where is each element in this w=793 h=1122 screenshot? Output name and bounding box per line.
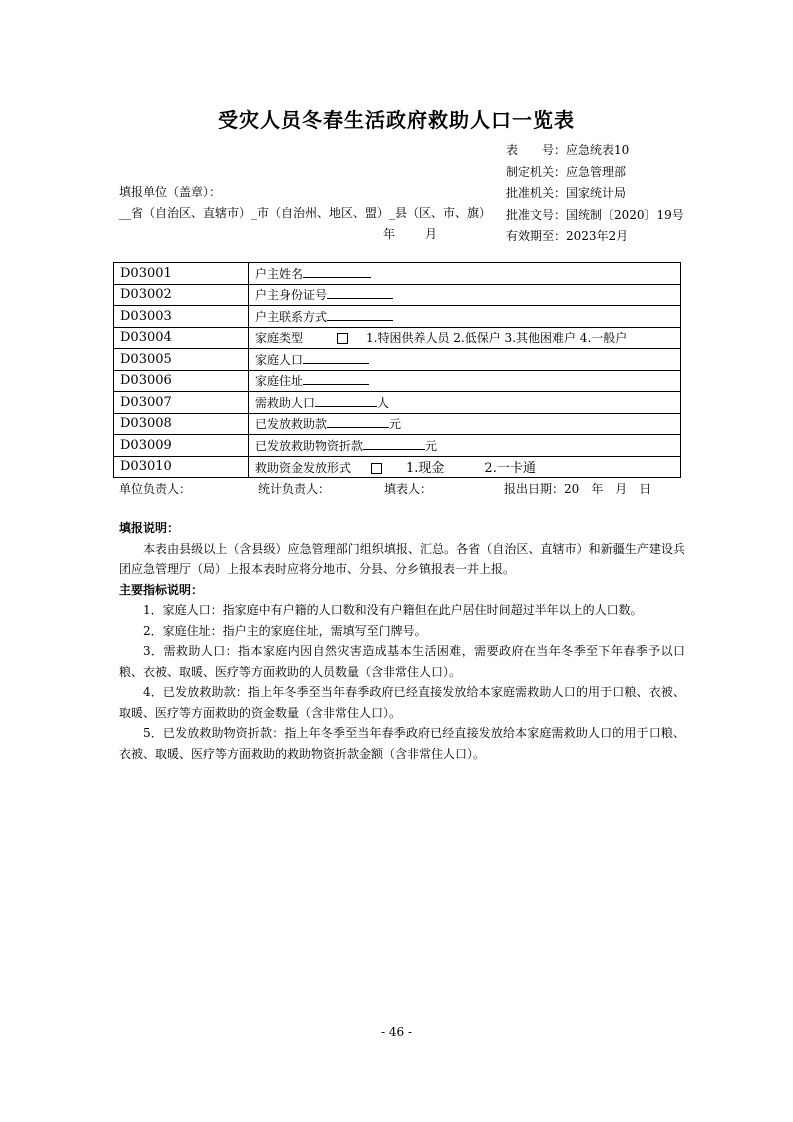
row-code: D03010 <box>114 456 249 478</box>
fill-instructions-heading: 填报说明： <box>119 521 180 535</box>
row-item <box>249 284 681 306</box>
fill-instructions-text: 本表由县级以上（含县级）应急管理部门组织填报、汇总。各省（自治区、直辖市）和新疆生产建设兵团应急管理厅（局）上报本表时应将分地市、分县、分乡镇报表一并上报。 <box>119 541 685 576</box>
row-suffix: 元 <box>425 438 438 453</box>
row-label: 已发放救助物资折款 <box>255 438 364 453</box>
meta-form-number: 表 号：应急统表10 <box>506 143 630 157</box>
row-label: 户主联系方式 <box>255 309 328 324</box>
indicator-item: 4．已发放救助款：指上年冬季至当年春季政府已经直接发放给本家庭需救助人口的用于口粮、衣被、取暖、医疗等方面救助的资金数量（含非常住人口）。 <box>119 685 685 720</box>
filler-label: 填表人： <box>384 482 433 496</box>
row-label: 户主姓名 <box>255 266 304 281</box>
meta-issuing-agency: 制定机关：应急管理部 <box>506 164 627 179</box>
meta-approval-number: 批准文号：国统制〔2020〕19号 <box>506 207 684 222</box>
row-suffix: 元 <box>389 417 402 432</box>
row-item <box>249 392 681 414</box>
region-line: __省（自治区、直辖市）_市（自治州、地区、盟）_县（区、市、旗） <box>119 206 492 220</box>
page-title: 受灾人员冬春生活政府救助人口一览表 <box>218 108 575 132</box>
row-label: 家庭人口 <box>255 352 304 367</box>
blank-underline <box>327 308 393 321</box>
blank-underline <box>303 265 371 278</box>
table-row <box>114 263 681 285</box>
blank-underline <box>327 415 389 428</box>
page-number: - 46 - <box>380 1025 412 1039</box>
indicator-heading: 主要指标说明： <box>119 582 204 597</box>
blank-underline <box>303 351 369 364</box>
row-label: 家庭类型 <box>255 331 304 346</box>
indicator-item: 3．需救助人口：指本家庭内因自然灾害造成基本生活困难，需要政府在当年冬季至下年春季予以口粮、衣被、取暖、医疗等方面救助的人员数量（含非常住人口）。 <box>119 644 685 679</box>
row-item <box>249 413 681 435</box>
blank-underline <box>327 286 393 299</box>
row-code: D03007 <box>114 392 249 414</box>
meta-valid-until: 有效期至：2023年2月 <box>506 229 629 243</box>
indicator-item: 2．家庭住址：指户主的家庭住址，需填写至门牌号。 <box>143 623 427 638</box>
row-item <box>249 456 681 478</box>
row-item <box>249 370 681 392</box>
table-row <box>114 370 681 392</box>
table-row <box>114 349 681 371</box>
row-item <box>249 435 681 457</box>
month-label: 月 <box>425 227 438 241</box>
row-label: 已发放救助款 <box>255 417 328 432</box>
row-code: D03003 <box>114 306 249 328</box>
row-code: D03008 <box>114 413 249 435</box>
row-label: 户主身份证号 <box>255 288 328 303</box>
unit-head-label: 单位负责人： <box>119 482 192 496</box>
table-row <box>114 413 681 435</box>
table-row <box>114 327 681 349</box>
year-label: 年 <box>383 227 396 241</box>
report-date-label: 报出日期：20 年 月 日 <box>504 482 652 496</box>
indicator-item: 1．家庭人口：指家庭中有户籍的人口数和没有户籍但在此户居住时间超过半年以上的人口数。 <box>143 603 643 617</box>
row-label: 救助资金发放形式 <box>255 461 352 476</box>
row-item <box>249 327 681 349</box>
indicator-item: 5．已发放救助物资折款：指上年冬季至当年春季政府已经直接发放给本家庭需救助人口的用于口粮、衣被、取暖、医疗等方面救助的救助物资折款金额（含非常住人口）。 <box>119 726 685 761</box>
row-label: 需救助人口 <box>255 395 316 410</box>
table-row <box>114 456 681 478</box>
blank-underline <box>315 394 377 407</box>
year-month-line <box>383 225 437 242</box>
row-option-cash: 1.现金 <box>406 461 445 477</box>
row-code: D03001 <box>114 263 249 285</box>
table-row <box>114 435 681 457</box>
blank-underline <box>363 437 425 450</box>
stats-head-label: 统计负责人： <box>258 482 331 496</box>
checkbox-icon <box>371 463 382 474</box>
blank-underline <box>303 372 369 385</box>
row-label: 家庭住址 <box>255 374 304 389</box>
row-code: D03004 <box>114 327 249 349</box>
row-code: D03005 <box>114 349 249 371</box>
checkbox-icon <box>337 333 348 344</box>
row-item <box>249 349 681 371</box>
table-row <box>114 392 681 414</box>
relief-table <box>113 262 681 478</box>
reporting-unit-label: 填报单位（盖章）： <box>119 185 222 199</box>
meta-approving-agency: 批准机关：国家统计局 <box>506 186 627 200</box>
row-suffix: 人 <box>377 395 390 410</box>
row-code: D03009 <box>114 435 249 457</box>
row-option-card: 2.一卡通 <box>484 461 536 477</box>
row-item <box>249 306 681 328</box>
row-code: D03002 <box>114 284 249 306</box>
notes-section <box>119 518 685 764</box>
table-row <box>114 284 681 306</box>
row-options: 1.特困供养人员 2.低保户 3.其他困难户 4.一般户 <box>366 331 628 346</box>
table-row <box>114 306 681 328</box>
row-code: D03006 <box>114 370 249 392</box>
row-item <box>249 263 681 285</box>
form-metadata <box>506 140 684 248</box>
